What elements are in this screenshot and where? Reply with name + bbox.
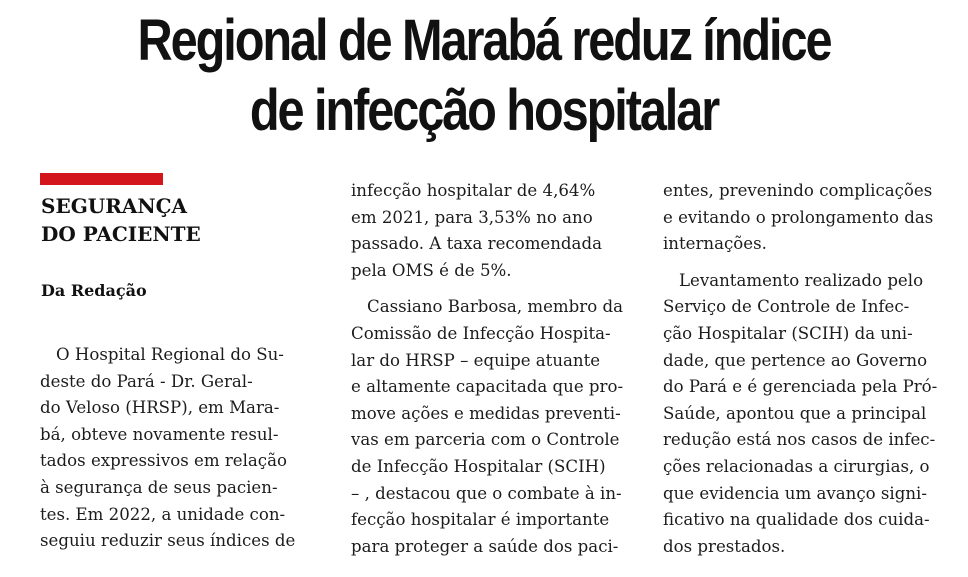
article-line: deste do Pará - Dr. Geral- xyxy=(40,371,253,391)
headline xyxy=(77,6,890,146)
article-line: tes. Em 2022, a unidade con- xyxy=(40,504,286,524)
article-line: ficativo na qualidade dos cuida- xyxy=(663,510,930,530)
article-line: em 2021, para 3,53% no ano xyxy=(351,207,593,227)
article-line: bá, obteve novamente resul- xyxy=(40,424,279,444)
section-accent-bar xyxy=(40,173,163,185)
article-line: move ações e medidas preventi- xyxy=(351,403,621,423)
article-line: Comissão de Infecção Hospita- xyxy=(351,323,611,343)
article-line: ções relacionadas a cirurgias, o xyxy=(663,456,930,476)
article-line: fecção hospitalar é importante xyxy=(351,510,610,530)
article-line: internações. xyxy=(663,234,767,254)
article-line: e altamente capacitada que pro- xyxy=(351,377,624,397)
article-line: do Pará e é gerenciada pela Pró- xyxy=(663,377,938,397)
article-column-2 xyxy=(351,178,637,560)
article-line: à segurança de seus pacien- xyxy=(40,477,278,497)
article-line: Cassiano Barbosa, membro da xyxy=(367,297,623,317)
article-line: de Infecção Hospitalar (SCIH) xyxy=(351,456,606,476)
article-line: que evidencia um avanço signi- xyxy=(663,483,927,503)
article-line: Serviço de Controle de Infec- xyxy=(663,297,910,317)
article-column-1 xyxy=(40,342,326,555)
section-label xyxy=(41,192,201,248)
article-line: dos prestados. xyxy=(663,536,786,556)
article-line: O Hospital Regional do Su- xyxy=(56,345,284,364)
article-line: para proteger a saúde dos paci- xyxy=(351,536,619,556)
section-label-line-2: DO PACIENTE xyxy=(41,222,201,246)
article-line: ção Hospitalar (SCIH) da uni- xyxy=(663,323,913,343)
article-column-3 xyxy=(663,178,953,560)
article-line: Levantamento realizado pelo xyxy=(679,270,924,290)
article-line: entes, prevenindo complicações xyxy=(663,181,933,200)
headline-line-2: de infecção hospitalar xyxy=(249,78,719,143)
article-line: pela OMS é de 5%. xyxy=(351,260,512,280)
article-line: tados expressivos em relação xyxy=(40,451,287,471)
article-line: – , destacou que o combate à in- xyxy=(351,483,622,503)
article-line: seguiu reduzir seus índices de xyxy=(40,531,296,551)
article-line: Saúde, apontou que a principal xyxy=(663,403,927,423)
headline-line-1: Regional de Marabá reduz índice xyxy=(137,8,831,73)
article-line: redução está nos casos de infec- xyxy=(663,430,936,450)
article-line: dade, que pertence ao Governo xyxy=(663,350,928,370)
article-line: lar do HRSP – equipe atuante xyxy=(351,350,601,370)
article-line: passado. A taxa recomendada xyxy=(351,234,602,254)
section-label-line-1: SEGURANÇA xyxy=(41,194,188,218)
article-line: do Veloso (HRSP), em Mara- xyxy=(40,398,280,418)
article-line: infecção hospitalar de 4,64% xyxy=(351,181,596,200)
byline: Da Redação xyxy=(41,281,147,300)
article-line: vas em parceria com o Controle xyxy=(351,430,620,450)
article-line: e evitando o prolongamento das xyxy=(663,207,934,227)
